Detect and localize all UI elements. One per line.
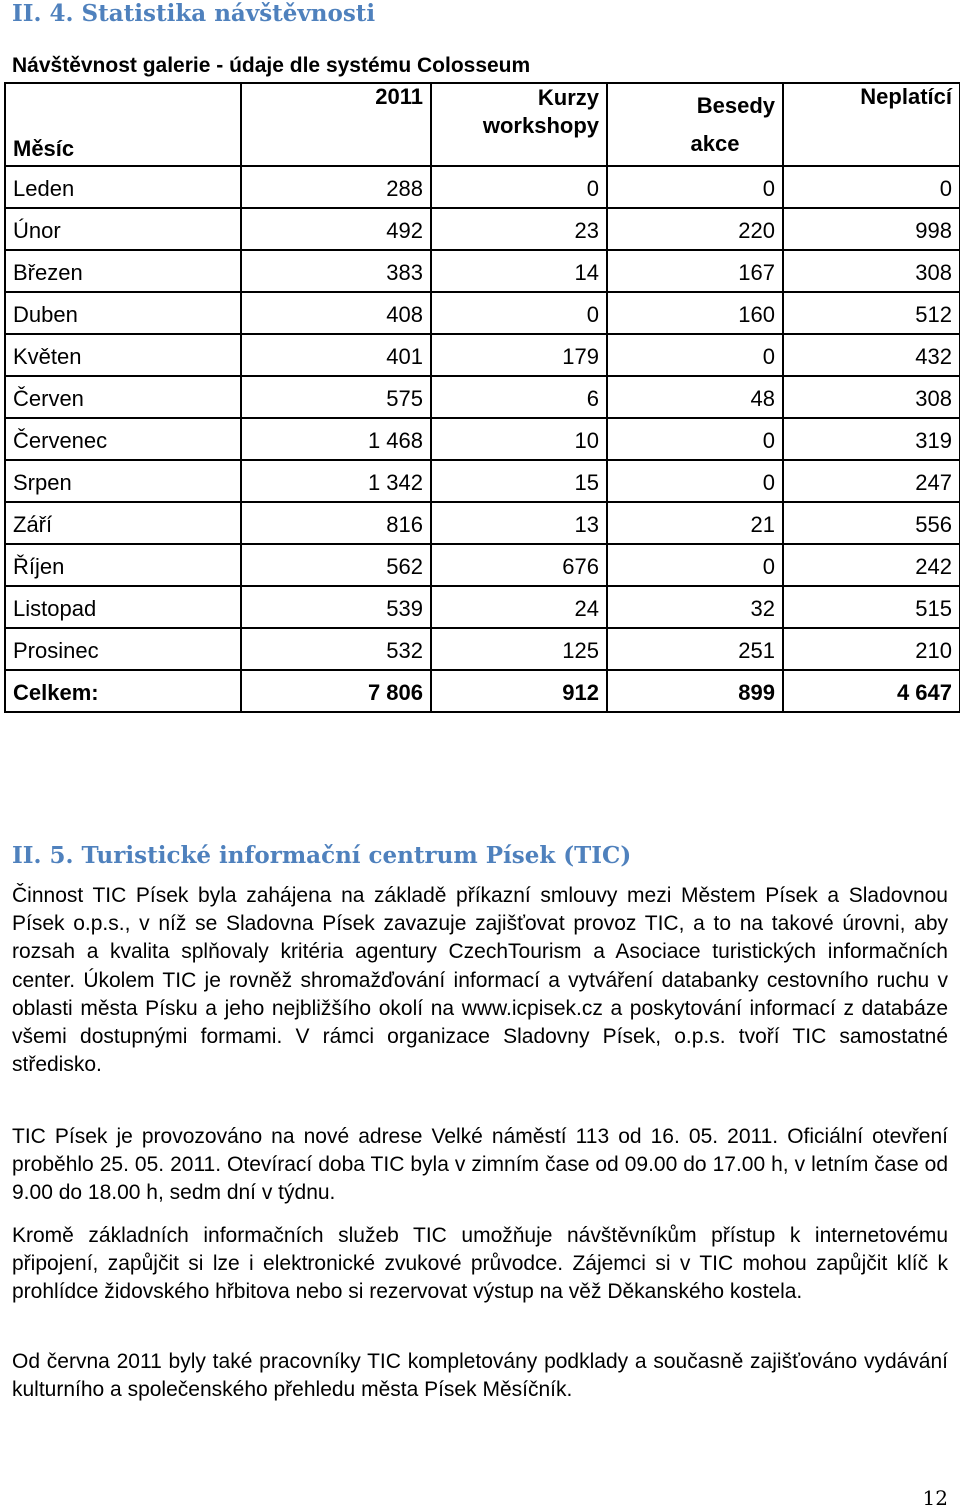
cell-neplatici: 512 [783, 292, 960, 334]
cell-neplatici: 308 [783, 376, 960, 418]
cell-besedy: 251 [607, 628, 783, 670]
header-2011: 2011 [241, 83, 431, 166]
cell-besedy: 160 [607, 292, 783, 334]
cell-y2011: 288 [241, 166, 431, 208]
page-number: 12 [922, 1486, 948, 1510]
table-row [5, 292, 960, 334]
cell-neplatici: 432 [783, 334, 960, 376]
header-kurzy [431, 83, 607, 166]
cell-y2011: 539 [241, 586, 431, 628]
cell-month: Září [5, 502, 241, 544]
table-row [5, 376, 960, 418]
cell-y2011: 383 [241, 250, 431, 292]
table-row [5, 418, 960, 460]
cell-besedy: 0 [607, 544, 783, 586]
cell-y2011: 1 468 [241, 418, 431, 460]
table-row [5, 208, 960, 250]
header-besedy [607, 83, 783, 166]
cell-y2011: 401 [241, 334, 431, 376]
cell-neplatici: 556 [783, 502, 960, 544]
cell-kurzy: 23 [431, 208, 607, 250]
cell-besedy: 48 [607, 376, 783, 418]
total-besedy: 899 [607, 670, 783, 712]
cell-neplatici: 515 [783, 586, 960, 628]
header-kurzy-line1: Kurzy [537, 85, 599, 110]
cell-besedy: 0 [607, 334, 783, 376]
cell-kurzy: 125 [431, 628, 607, 670]
cell-kurzy: 13 [431, 502, 607, 544]
cell-besedy: 220 [607, 208, 783, 250]
total-label: Celkem: [5, 670, 241, 712]
header-month: Měsíc [5, 83, 241, 166]
total-kurzy: 912 [431, 670, 607, 712]
cell-month: Leden [5, 166, 241, 208]
table-row [5, 334, 960, 376]
total-neplatici: 4 647 [783, 670, 960, 712]
cell-y2011: 532 [241, 628, 431, 670]
cell-besedy: 0 [607, 460, 783, 502]
cell-neplatici: 0 [783, 166, 960, 208]
cell-kurzy: 15 [431, 460, 607, 502]
cell-month: Červen [5, 376, 241, 418]
cell-kurzy: 14 [431, 250, 607, 292]
cell-neplatici: 210 [783, 628, 960, 670]
cell-kurzy: 6 [431, 376, 607, 418]
cell-besedy: 0 [607, 166, 783, 208]
cell-neplatici: 242 [783, 544, 960, 586]
cell-month: Březen [5, 250, 241, 292]
cell-y2011: 816 [241, 502, 431, 544]
cell-neplatici: 319 [783, 418, 960, 460]
section-heading-statistics: II. 4. Statistika návštěvnosti [12, 0, 376, 27]
table-row [5, 250, 960, 292]
cell-y2011: 562 [241, 544, 431, 586]
cell-besedy: 167 [607, 250, 783, 292]
cell-besedy: 0 [607, 418, 783, 460]
header-besedy-line1: Besedy [696, 92, 775, 118]
header-neplatici: Neplatící [783, 83, 960, 166]
visitor-statistics-table [4, 82, 960, 713]
cell-neplatici: 308 [783, 250, 960, 292]
table-row [5, 502, 960, 544]
cell-y2011: 492 [241, 208, 431, 250]
cell-month: Listopad [5, 586, 241, 628]
table-row [5, 544, 960, 586]
header-besedy-line2: akce [690, 130, 740, 156]
cell-month: Duben [5, 292, 241, 334]
cell-y2011: 1 342 [241, 460, 431, 502]
cell-month: Srpen [5, 460, 241, 502]
table-row [5, 628, 960, 670]
paragraph-tic-address: TIC Písek je provozováno na nové adrese Velké náměstí 113 od 16. 05. 2011. Oficiální otevření proběhlo 25. 05. 2011. Otevírací doba TIC byla v zimním čase od 09.00 do 17.00 h, v letním čase od 9.00 do 18.00 h, sedm dní v týdnu. [12, 1125, 948, 1205]
paragraph-tic-services: Kromě základních informačních služeb TIC umožňuje návštěvníkům přístup k internetovému připojení, zapůjčit si lze i elektronické zvukové průvodce. Zájemci si v TIC mohou zapůjčit klíč k prohlídce židovského hřbitova nebo si rezervovat výstup na věž Děkanského kostela. [12, 1224, 948, 1304]
cell-kurzy: 24 [431, 586, 607, 628]
cell-neplatici: 998 [783, 208, 960, 250]
cell-besedy: 21 [607, 502, 783, 544]
table-row [5, 166, 960, 208]
section-heading-tic: II. 5. Turistické informační centrum Písek (TIC) [12, 842, 632, 869]
cell-month: Únor [5, 208, 241, 250]
cell-kurzy: 0 [431, 292, 607, 334]
table-total-row [5, 670, 960, 712]
cell-month: Prosinec [5, 628, 241, 670]
cell-kurzy: 676 [431, 544, 607, 586]
cell-month: Říjen [5, 544, 241, 586]
cell-besedy: 32 [607, 586, 783, 628]
cell-y2011: 408 [241, 292, 431, 334]
cell-kurzy: 0 [431, 166, 607, 208]
table-row [5, 460, 960, 502]
cell-month: Květen [5, 334, 241, 376]
table-title: Návštěvnost galerie - údaje dle systému Colosseum [12, 54, 531, 77]
header-kurzy-line2: workshopy [482, 113, 599, 138]
table-row [5, 586, 960, 628]
table-header-row [5, 83, 960, 166]
total-2011: 7 806 [241, 670, 431, 712]
paragraph-tic-intro: Činnost TIC Písek byla zahájena na základě příkazní smlouvy mezi Městem Písek a Sladovnou Písek o.p.s., v níž se Sladovna Písek zavazuje zajišťovat provoz TIC, a to na takové úrovni, aby rozsah a kvalita splňovaly kritéria agentury CzechTourism a Asociace turistických informačních center. Úkolem TIC je rovněž shromažďování informací a vytváření databanky cestovního ruchu v oblasti města Písku a jeho nejbližšího okolí na www.icpisek.cz a poskytování informací z databáze všemi dostupnými formami. V rámci organizace Sladovny Písek, o.p.s. tvoří TIC samostatné středisko. [12, 884, 948, 1077]
cell-neplatici: 247 [783, 460, 960, 502]
cell-kurzy: 179 [431, 334, 607, 376]
cell-y2011: 575 [241, 376, 431, 418]
cell-kurzy: 10 [431, 418, 607, 460]
cell-month: Červenec [5, 418, 241, 460]
paragraph-tic-mesicnik: Od června 2011 byly také pracovníky TIC kompletovány podklady a současně zajišťováno vydávání kulturního a společenského přehledu města Písek Měsíčník. [12, 1350, 948, 1402]
